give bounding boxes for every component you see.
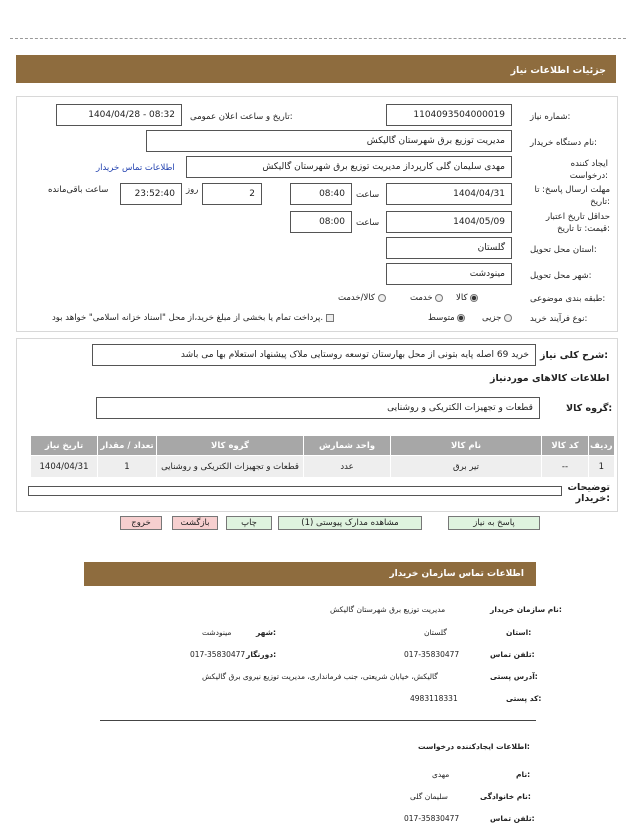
- col-row: ردیف: [589, 436, 615, 456]
- creator-info-title: اطلاعات ایجادکننده درخواست:: [418, 742, 530, 751]
- contact-province-label: استان:: [506, 628, 532, 637]
- creator-last-name-label: نام خانوادگی:: [480, 792, 531, 801]
- checkbox-icon: [326, 314, 334, 322]
- creator-phone-label: تلفن تماس:: [490, 814, 535, 823]
- deadline-time-label: ساعت: [356, 190, 380, 200]
- cell-row: 1: [589, 456, 615, 478]
- reply-button[interactable]: پاسخ به نیاز: [448, 516, 540, 530]
- time-remaining-label: ساعت باقی‌مانده: [48, 185, 109, 195]
- contact-address-label: آدرس پستی:: [490, 672, 538, 681]
- contact-address-value: گالیکش، خیابان شریعتی، جنب فرمانداری، مدیریت توزیع نیروی برق گالیکش: [202, 672, 438, 681]
- buyer-org-field: مدیریت توزیع برق شهرستان گالیکش: [146, 130, 512, 152]
- price-valid-time-label: ساعت: [356, 218, 380, 228]
- creator-label: ایجاد کننده درخواست:: [569, 159, 608, 181]
- col-group: گروه کالا: [157, 436, 304, 456]
- radio-selected-icon: [457, 314, 465, 322]
- process-option-minor[interactable]: جزیی: [482, 313, 512, 323]
- goods-table-wrapper: [30, 435, 615, 478]
- col-need-date: تاریخ نیاز: [31, 436, 98, 456]
- deadline-label: مهلت ارسال پاسخ: تا تاریخ:: [534, 185, 610, 207]
- need-number-field: 1104093504000019: [386, 104, 512, 126]
- city-label: شهر محل تحویل:: [530, 271, 592, 281]
- days-remaining-field: 2: [202, 183, 262, 205]
- goods-info-title: اطلاعات کالاهای موردنیاز: [490, 373, 610, 384]
- cell-need-date: 1404/04/31: [31, 456, 98, 478]
- creator-first-name-label: نام:: [516, 770, 531, 779]
- table-row: [31, 456, 615, 478]
- col-item-code: کد کالا: [542, 436, 589, 456]
- announce-field: 1404/04/28 - 08:32: [56, 104, 182, 126]
- contact-city-label: شهر:: [256, 628, 276, 637]
- process-option-medium[interactable]: متوسط: [428, 313, 465, 323]
- province-label: استان محل تحویل:: [530, 245, 597, 255]
- creator-phone-value: 017-35830477: [404, 814, 460, 823]
- contact-province-value: گلستان: [424, 628, 447, 637]
- need-number-label: شماره نیاز:: [530, 112, 571, 122]
- contact-fax-label: دورنگار:: [246, 650, 277, 659]
- contact-phone-value: 017-35830477: [404, 650, 460, 659]
- radio-icon: [435, 294, 443, 302]
- exit-button[interactable]: خروج: [120, 516, 162, 530]
- cell-item-name: تیر برق: [391, 456, 542, 478]
- contact-fax-value: 017-35830477: [190, 650, 246, 659]
- category-option-goods-service[interactable]: کالا/خدمت: [338, 293, 386, 303]
- buyer-notes-label: توضیحات خریدار:: [567, 482, 610, 504]
- goods-table: [30, 435, 615, 478]
- creator-field: مهدی سلیمان گلی کارپرداز مدیریت توزیع برق شهرستان گالیکش: [186, 156, 512, 178]
- creator-last-name-value: سلیمان گلی: [410, 792, 448, 801]
- page-title: جزئیات اطلاعات نیاز: [510, 65, 606, 76]
- buyer-notes-field: [28, 486, 562, 496]
- contact-section-header: [84, 562, 536, 586]
- contact-phone-label: تلفن تماس:: [490, 650, 535, 659]
- contact-divider: [100, 720, 536, 721]
- price-valid-label: حداقل تاریخ اعتبار قیمت: تا تاریخ:: [545, 212, 610, 234]
- goods-group-label: گروه کالا:: [566, 403, 613, 414]
- buyer-contact-link[interactable]: اطلاعات تماس خریدار: [96, 163, 175, 173]
- radio-selected-icon: [470, 294, 478, 302]
- back-button[interactable]: بازگشت: [172, 516, 218, 530]
- price-valid-time-field: 08:00: [290, 211, 352, 233]
- contact-org-label: نام سازمان خریدار:: [490, 605, 562, 614]
- table-header-row: [31, 436, 615, 456]
- page-header-bar: [16, 55, 616, 83]
- province-field: گلستان: [386, 237, 512, 259]
- payment-treasury-option[interactable]: پرداخت تمام یا بخشی از مبلغ خرید،از محل "اسناد خزانه اسلامی" خواهد بود.: [52, 313, 334, 323]
- col-unit: واحد شمارش: [304, 436, 391, 456]
- category-option-service[interactable]: خدمت: [410, 293, 443, 303]
- cell-item-code: --: [542, 456, 589, 478]
- contact-section-title: اطلاعات تماس سازمان خریدار: [389, 569, 524, 579]
- buyer-org-label: نام دستگاه خریدار:: [530, 138, 597, 148]
- cell-group: قطعات و تجهیزات الکتریکی و روشنایی: [157, 456, 304, 478]
- cell-quantity: 1: [98, 456, 157, 478]
- contact-org-value: مدیریت توزیع برق شهرستان گالیکش: [330, 605, 446, 614]
- category-option-goods[interactable]: کالا: [456, 293, 478, 303]
- description-label: شرح کلی نیاز:: [540, 350, 609, 361]
- announce-label: تاریخ و ساعت اعلان عمومی:: [190, 112, 293, 122]
- radio-icon: [378, 294, 386, 302]
- contact-postal-value: 4983118331: [410, 694, 458, 703]
- contact-city-value: مینودشت: [202, 628, 232, 637]
- deadline-date-field: 1404/04/31: [386, 183, 512, 205]
- cell-unit: عدد: [304, 456, 391, 478]
- col-quantity: تعداد / مقدار: [98, 436, 157, 456]
- category-label: طبقه بندی موضوعی:: [530, 294, 606, 304]
- days-label: روز: [186, 185, 199, 195]
- radio-icon: [504, 314, 512, 322]
- time-remaining-field: 23:52:40: [120, 183, 182, 205]
- col-item-name: نام کالا: [391, 436, 542, 456]
- contact-postal-label: کد پستی:: [506, 694, 542, 703]
- print-button[interactable]: چاپ: [226, 516, 272, 530]
- city-field: مینودشت: [386, 263, 512, 285]
- goods-group-field: قطعات و تجهیزات الکتریکی و روشنایی: [96, 397, 540, 419]
- description-field: خرید 69 اصله پایه بتونی از محل بهارستان توسعه روستایی ملاک پیشنهاد استعلام بها می باشد: [92, 344, 536, 366]
- view-attachments-button[interactable]: مشاهده مدارک پیوستی (1): [278, 516, 422, 530]
- price-valid-date-field: 1404/05/09: [386, 211, 512, 233]
- creator-first-name-value: مهدی: [432, 770, 450, 779]
- process-label: نوع فرآیند خرید:: [530, 314, 588, 324]
- top-divider: [10, 38, 626, 39]
- deadline-time-field: 08:40: [290, 183, 352, 205]
